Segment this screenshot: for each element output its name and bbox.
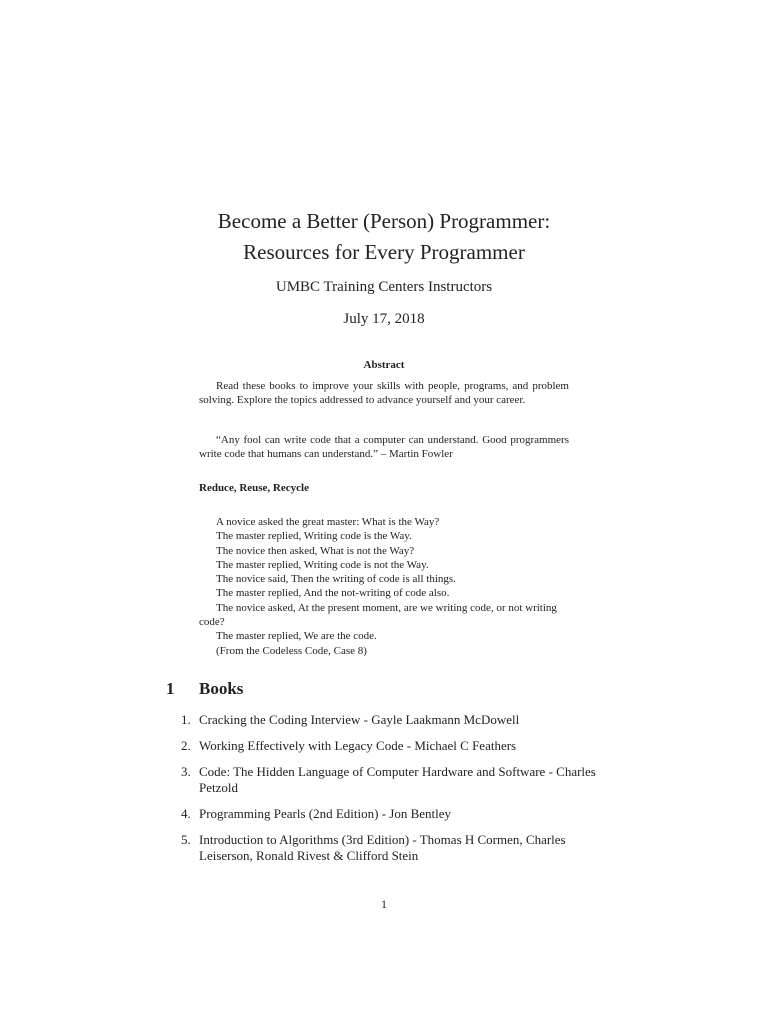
list-item [166, 832, 606, 864]
koan-line: The master replied, Writing code is the Way. [216, 530, 412, 543]
koan-line: The master replied, Writing code is not the Way. [216, 558, 429, 571]
koan-line: (From the Codeless Code, Case 8) [216, 644, 367, 657]
list-index: 3. [181, 764, 191, 779]
koan-line: The master replied, We are the code. [216, 630, 377, 643]
abstract-heading: Abstract [363, 359, 405, 371]
section-heading [166, 679, 243, 699]
abstract-paragraph: Read these books to improve your skills with people, programs, and problem solving. Explore the topics addressed to advance yourself and your career. [199, 380, 569, 407]
book-entry: Cracking the Coding Interview - Gayle Laakmann McDowell [199, 712, 520, 727]
list-item [166, 806, 606, 822]
koan-line: The novice then asked, What is not the Way? [216, 544, 415, 557]
page-number: 1 [381, 897, 387, 911]
author: UMBC Training Centers Instructors [275, 279, 493, 295]
book-entry: Programming Pearls (2nd Edition) - Jon Bentley [199, 806, 452, 821]
rrr-heading: Reduce, Reuse, Recycle [199, 482, 309, 494]
section-title: Books [199, 679, 244, 698]
title-line-2: Resources for Every Programmer [243, 240, 525, 264]
list-index: 5. [181, 832, 191, 847]
quote-paragraph: “Any fool can write code that a computer can understand. Good programmers write code that humans can understand.” – Martin Fowler [199, 434, 569, 461]
koan-line: The novice asked, At the present moment, are we writing code, or not writing code? [199, 601, 557, 629]
document-title [0, 206, 768, 268]
list-item [166, 712, 606, 728]
books-list [166, 712, 606, 874]
koan-line: The master replied, And the not-writing of code also. [216, 587, 450, 600]
date: July 17, 2018 [343, 311, 425, 327]
book-entry: Introduction to Algorithms (3rd Edition) - Thomas H Cormen, Charles Leiserson, Ronald Rivest & Clifford Stein [199, 832, 566, 863]
koan-block [199, 515, 569, 658]
list-index: 1. [181, 712, 191, 727]
list-item [166, 764, 606, 796]
list-index: 4. [181, 806, 191, 821]
book-entry: Working Effectively with Legacy Code - Michael C Feathers [199, 738, 517, 753]
title-line-1: Become a Better (Person) Programmer: [217, 209, 551, 233]
book-entry: Code: The Hidden Language of Computer Hardware and Software - Charles Petzold [199, 764, 596, 795]
section-number: 1 [166, 679, 175, 698]
koan-line: A novice asked the great master: What is the Way? [216, 516, 440, 528]
list-index: 2. [181, 738, 191, 753]
list-item [166, 738, 606, 754]
koan-line: The novice said, Then the writing of code is all things. [216, 573, 456, 586]
